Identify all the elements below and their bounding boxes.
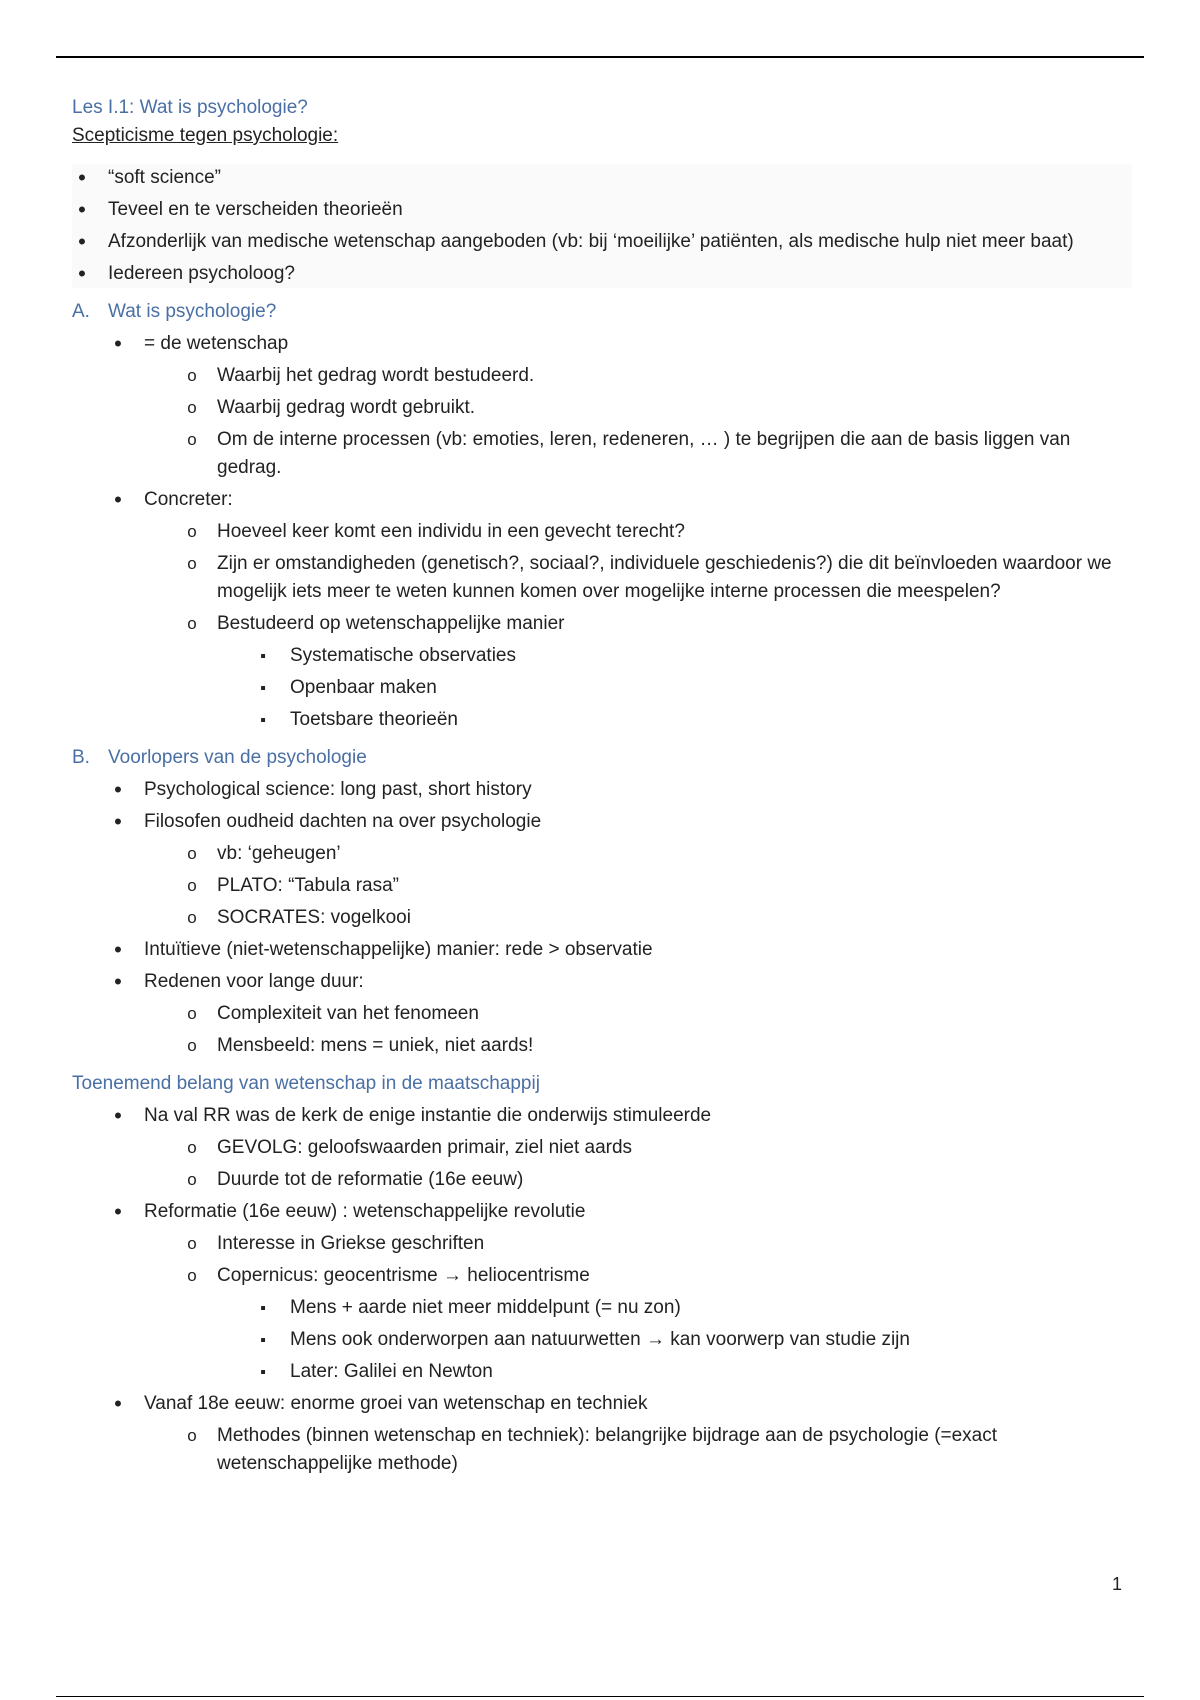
section-a-heading: A. Wat is psychologie? (72, 301, 277, 322)
bullet-icon (108, 968, 128, 998)
list-item: • Redenen voor lange duur: (72, 968, 1132, 996)
list-item: o Duurde tot de reformatie (16e eeuw) (72, 1166, 1132, 1194)
square-bullet-icon (253, 706, 273, 735)
list-item: o Interesse in Griekse geschriften (72, 1230, 1132, 1258)
list-item: o Copernicus: geocentrisme → heliocentrisme (72, 1262, 1132, 1290)
list-item: ▪ Later: Galilei en Newton (72, 1358, 1132, 1386)
list-item: • Iedereen psycholoog? (72, 260, 1132, 288)
list-item: ▪ Mens + aarde niet meer middelpunt (= nu zon) (72, 1294, 1132, 1322)
section-b-list (72, 776, 1132, 1060)
list-item: o Methodes (binnen wetenschap en techniek): belangrijke bijdrage aan de psychologie (=exact wetenschappelijke methode) (72, 1422, 1132, 1478)
list-item: ▪ Mens ook onderworpen aan natuurwetten → kan voorwerp van studie zijn (72, 1326, 1132, 1354)
footer-rule (56, 1696, 1144, 1697)
list-item: o Complexiteit van het fenomeen (72, 1000, 1132, 1028)
skepticism-heading: Scepticisme tegen psychologie: (72, 125, 339, 146)
list-item: • Na val RR was de kerk de enige instantie die onderwijs stimuleerde (72, 1102, 1132, 1130)
list-item: o GEVOLG: geloofswaarden primair, ziel niet aards (72, 1134, 1132, 1162)
circle-bullet-icon (182, 1000, 202, 1028)
list-item: o Waarbij gedrag wordt gebruikt. (72, 394, 1132, 422)
list-item: ▪ Toetsbare theorieën (72, 706, 1132, 734)
list-item: • Psychological science: long past, short history (72, 776, 1132, 804)
circle-bullet-icon (182, 1032, 202, 1060)
circle-bullet-icon (182, 1422, 202, 1450)
circle-bullet-icon (182, 872, 202, 900)
list-item: o SOCRATES: vogelkooi (72, 904, 1132, 932)
square-bullet-icon (253, 642, 273, 671)
bullet-icon (108, 1390, 128, 1420)
list-item: • Teveel en te verscheiden theorieën (72, 196, 1132, 224)
bullet-icon (108, 776, 128, 806)
list-item: o vb: ‘geheugen’ (72, 840, 1132, 868)
bullet-icon (108, 808, 128, 838)
bullet-icon (72, 228, 92, 258)
circle-bullet-icon (182, 904, 202, 932)
circle-bullet-icon (182, 426, 202, 454)
circle-bullet-icon (182, 362, 202, 390)
bullet-icon (72, 164, 92, 194)
circle-bullet-icon (182, 1262, 202, 1290)
list-item: o Bestudeerd op wetenschappelijke manier (72, 610, 1132, 638)
list-item: ▪ Openbaar maken (72, 674, 1132, 702)
list-item: • = de wetenschap (72, 330, 1132, 358)
bullet-icon (108, 936, 128, 966)
bullet-icon (72, 196, 92, 226)
circle-bullet-icon (182, 1134, 202, 1162)
circle-bullet-icon (182, 550, 202, 578)
list-item: ▪ Systematische observaties (72, 642, 1132, 670)
document-body (72, 94, 1132, 1482)
header-rule (56, 56, 1144, 58)
circle-bullet-icon (182, 1166, 202, 1194)
list-item: o Hoeveel keer komt een individu in een gevecht terecht? (72, 518, 1132, 546)
section-c-heading: Toenemend belang van wetenschap in de maatschappij (72, 1073, 540, 1094)
list-item: • Vanaf 18e eeuw: enorme groei van wetenschap en techniek (72, 1390, 1132, 1418)
section-c-list (72, 1102, 1132, 1478)
bullet-icon (108, 1198, 128, 1228)
list-item: • Concreter: (72, 486, 1132, 514)
list-item: • Intuïtieve (niet-wetenschappelijke) manier: rede > observatie (72, 936, 1132, 964)
skepticism-list (72, 164, 1132, 288)
lesson-title: Les I.1: Wat is psychologie? (72, 97, 308, 118)
square-bullet-icon (253, 1294, 273, 1323)
square-bullet-icon (253, 1326, 273, 1355)
square-bullet-icon (253, 1358, 273, 1387)
bullet-icon (108, 486, 128, 516)
square-bullet-icon (253, 674, 273, 703)
section-b-heading: B. Voorlopers van de psychologie (72, 747, 367, 768)
list-item: o Zijn er omstandigheden (genetisch?, sociaal?, individuele geschiedenis?) die dit beïnvloeden waardoor we mogelijk iets meer te weten kunnen komen over mogelijke interne processen die meespelen? (72, 550, 1132, 606)
circle-bullet-icon (182, 1230, 202, 1258)
list-item: o PLATO: “Tabula rasa” (72, 872, 1132, 900)
list-item: o Waarbij het gedrag wordt bestudeerd. (72, 362, 1132, 390)
list-item: • Afzonderlijk van medische wetenschap aangeboden (vb: bij ‘moeilijke’ patiënten, als medische hulp niet meer baat) (72, 228, 1132, 256)
circle-bullet-icon (182, 394, 202, 422)
bullet-icon (108, 1102, 128, 1132)
circle-bullet-icon (182, 518, 202, 546)
page-number: 1 (1111, 1574, 1122, 1594)
list-item: • Reformatie (16e eeuw) : wetenschappelijke revolutie (72, 1198, 1132, 1226)
list-item: • “soft science” (72, 164, 1132, 192)
list-item: o Om de interne processen (vb: emoties, leren, redeneren, … ) te begrijpen die aan de basis liggen van gedrag. (72, 426, 1132, 482)
circle-bullet-icon (182, 610, 202, 638)
circle-bullet-icon (182, 840, 202, 868)
bullet-icon (108, 330, 128, 360)
list-item: • Filosofen oudheid dachten na over psychologie (72, 808, 1132, 836)
bullet-icon (72, 260, 92, 290)
section-a-list (72, 330, 1132, 734)
list-item: o Mensbeeld: mens = uniek, niet aards! (72, 1032, 1132, 1060)
